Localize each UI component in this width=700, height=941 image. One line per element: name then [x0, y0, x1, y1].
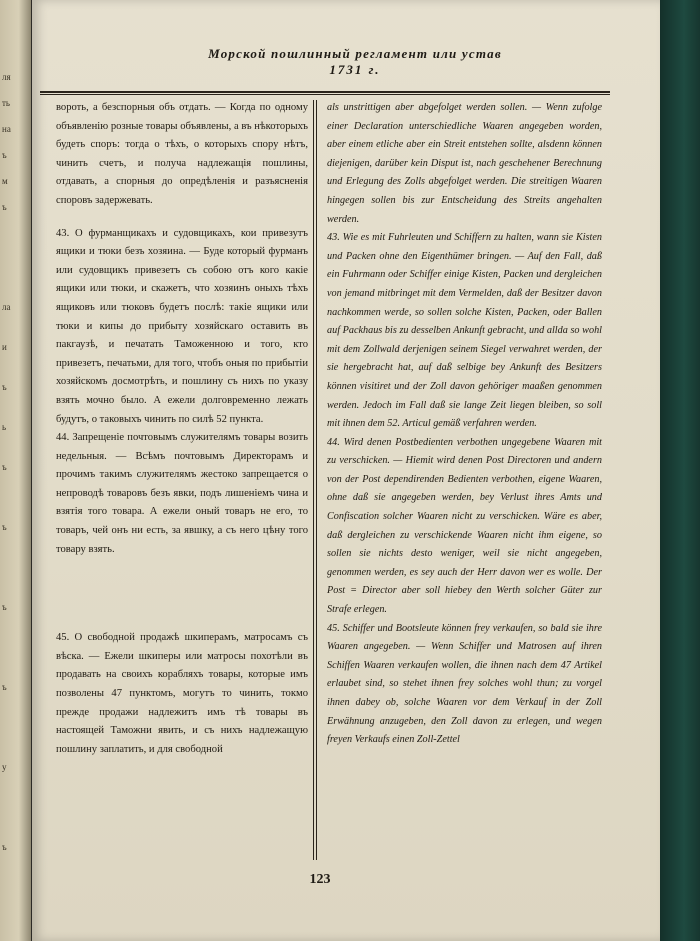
- ru-paragraph-43: 43. О фурманщикахъ и судовщикахъ, кои привезутъ ящики и тюки безъ хозяина. — Буде который фурманъ или судовщикъ привезетъ съ собою отъ кого какіе ящики или тюки, и скажетъ, что хозяинъ оныхъ тѣхъ ящиковъ или тюковъ будетъ послѣ: такіе ящики или тюки и кипы до прибыту хозяйскаго оставить въ пакгаузѣ, и печатать Таможенною и того, кто привезетъ, печатьми, для того, чтобъ оныя по прибытіи хозяйскомъ досмотрѣть, и пошлину съ нихъ по указу взять мочно было. А ежели долговременно лежать будутъ, о таковыхъ чинить по силѣ 52 пункта.: [56, 227, 308, 425]
- running-header-year: 1731 г.: [329, 62, 381, 77]
- de-paragraph-42-end: als unstrittigen aber abgefolget werden sollen. — Wenn zufolge einer Declaration unterschiedliche Waaren angegeben worden, aber einem etliche aber ein Streit entstehen sollte, alsdenn können diejenigen, darüber kein Disput ist, nach geschehener Berechnung und Erlegung des Zolls abgefolget werden. Die streitigen Waaren hingegen sollen bis zur Entscheidung des Streits angehalten werden.: [327, 102, 602, 225]
- column-divider: [313, 100, 314, 860]
- header-rule: [40, 94, 610, 95]
- margin-fragment: ъ: [2, 842, 7, 852]
- margin-fragment: м: [2, 176, 8, 186]
- margin-fragment: ля: [2, 72, 11, 82]
- ru-paragraph-42-end: вороть, а безспорныя объ отдать. — Когда по одному объявленію розные товары объявлены, а въ нѣкоторыхъ будеть споръ: тогда о тѣхъ, о которыхъ спору нѣтъ, чинить счетъ, и получа надлежащія пошлины, отдавать, а спорныя до опредѣленія и разъясненія споровъ задержевать.: [56, 102, 308, 206]
- margin-fragment: ъ: [2, 150, 7, 160]
- margin-fragment: ъ: [2, 602, 7, 612]
- column-divider: [316, 100, 317, 860]
- facing-page-edge: [0, 0, 31, 941]
- margin-fragment: ъ: [2, 682, 7, 692]
- margin-fragment: ъ: [2, 462, 7, 472]
- de-paragraph-43: 43. Wie es mit Fuhrleuten und Schiffern zu halten, wann sie Kisten und Packen ohne den Eigenthümer bringen. — Auf den Fall, daß ein Fuhrmann oder Schiffer einige Kisten, Packen und dergleichen von jemand mitbringet mit dem Vermelden, daß der Besitzer davon nachkommen werde, so sollen solche Kisten, Packen, oder Ballen auf Packhaus bis zu desselben Ankunft gebracht, und allda so wohl mit dem Zollwald derjenigen seinem Siegel verwahret werden, der sie hergebracht hat, auf daß selbige bey Ankunft des Besitzers können visitiret und der Zoll davon gehöriger maaßen genommen werden. Jedoch im Fall daß sie lange Zeit liegen bleiben, so soll mit ihnen dem 52. Articul gemäß verfahren werden.: [327, 232, 602, 430]
- de-paragraph-44: 44. Wird denen Postbedienten verbothen ungegebene Waaren mit zu verschicken. — Hiemit wird denen Post Directoren und andern von der Post dependirenden Bedienten verbothen, eigene Waaren, ohne daß sie angegeben werden, bey Verlust ihres Amts und Confiscation solcher Waaren nicht zu verschicken. Wäre es aber, daß dergleichen zu verschickende Waaren nicht ihm eigene, so sollen sie nichts desto weniger, weil sie nicht angegeben, genommen werden, es sey auch der Herr davon wer es wolle. Der Post = Director aber soll hiebey den Werth solcher Güter zur Strafe erlegen.: [327, 436, 602, 616]
- page-number: 123: [309, 872, 331, 887]
- russian-column: [56, 99, 308, 759]
- book-cover-edge: [660, 0, 700, 941]
- ru-paragraph-45: 45. О свободной продажѣ шкиперамъ, матросамъ съ вѣска. — Ежели шкиперы или матросы похотѣли въ продавать на своихъ корабляхъ товары, которые имъ позволены 47 пунктомъ, могутъ то чинить, токмо прежде продажи надлежитъ имъ тѣ товары въ настоящей Таможни явить, и съ нихъ надлежащую пошлину заплатить, и для свободной: [56, 632, 308, 755]
- margin-fragment: на: [2, 124, 11, 134]
- margin-fragment: у: [2, 762, 7, 772]
- de-paragraph-45: 45. Schiffer und Bootsleute können frey verkaufen, so bald sie ihre Waaren angegeben. — Wenn Schiffer und Matrosen auf ihren Schiffen Waaren verkaufen wollen, die ihnen nach dem 47 Artikel erlaubet sind, so stehet ihnen frey solches wohl thun; zu vorgel ihnen dabey ob, solche Waaren vor dem Verkauf in der Zoll Erwähnung anzugeben, den Zoll davon zu erlegen, und wegen freyen Verkaufs einen Zoll-Zettel: [327, 622, 602, 746]
- running-header-title: Морской пошлинный регламент или устав: [208, 46, 502, 61]
- margin-fragment: ъ: [2, 522, 7, 532]
- margin-fragment: ь: [2, 422, 7, 432]
- book-page: [32, 0, 660, 941]
- german-column: [327, 99, 602, 750]
- ru-paragraph-44: 44. Запрещеніе почтовымъ служителямъ товары возить недельныя. — Всѣмъ почтовымъ Директорамъ и прочимъ такимъ служителямъ жестоко запрещается о непроводѣ товаровъ безъ явки, подъ лишеніемъ чина и взятія того товара. А ежели оный товаръ не его, то товаръ, чей онъ ни есть, за явшку, а съ него цѣну того товару взять.: [56, 432, 308, 555]
- margin-fragment: ла: [2, 302, 11, 312]
- margin-fragment: ъ: [2, 202, 7, 212]
- header-rule: [40, 91, 610, 93]
- margin-fragment: ъ: [2, 382, 7, 392]
- margin-fragment: ть: [2, 98, 11, 108]
- margin-fragment: и: [2, 342, 7, 352]
